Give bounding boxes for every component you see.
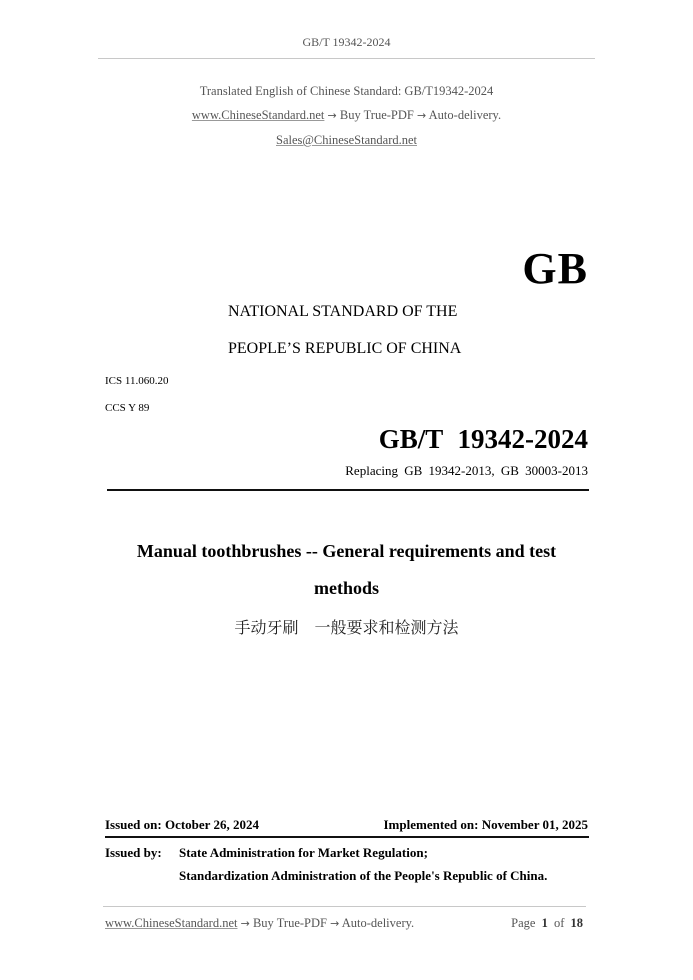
issuer-1: State Administration for Market Regulation; — [179, 845, 428, 860]
issuance-divider — [105, 836, 589, 838]
running-header-title: GB/T 19342-2024 — [302, 35, 391, 49]
ics-code: ICS 11.060.20 — [105, 375, 169, 387]
implemented-on-date: Implemented on: November 01, 2025 — [383, 817, 588, 832]
arrow-right-icon: → — [240, 917, 250, 930]
footer-divider — [103, 906, 586, 907]
title-divider — [107, 489, 589, 491]
arrow-right-icon: → — [327, 109, 337, 122]
footer-delivery-text: Auto-delivery. — [341, 916, 415, 930]
arrow-right-icon: → — [330, 917, 340, 930]
page-indicator — [511, 916, 583, 931]
page-current: 1 — [541, 916, 548, 930]
footer-promo — [105, 916, 414, 931]
replacing-note: Replacing GB 19342-2013, GB 30003-2013 — [345, 463, 588, 478]
gb-mark: GB — [522, 244, 588, 293]
sales-line — [0, 133, 693, 148]
footer-buy-text: Buy True-PDF — [252, 916, 327, 930]
site-link[interactable]: www.ChineseStandard.net — [191, 108, 325, 122]
issued-by-label: Issued by: — [105, 845, 162, 860]
header-divider — [98, 58, 595, 59]
issuer-2: Standardization Administration of the People's Republic of China. — [179, 868, 548, 883]
auto-delivery-text: Auto-delivery. — [428, 108, 502, 122]
issued-on-date: Issued on: October 26, 2024 — [105, 817, 259, 832]
title-english-line-1: Manual toothbrushes -- General requirements and test — [136, 541, 557, 561]
title-chinese: 手动牙刷 一般要求和检测方法 — [234, 618, 459, 637]
buy-pdf-text: Buy True-PDF — [339, 108, 414, 122]
arrow-right-icon: → — [417, 109, 427, 122]
page-total: 18 — [570, 916, 583, 930]
footer-site-link[interactable]: www.ChineseStandard.net — [105, 916, 238, 930]
standard-number: GB/T 19342-2024 — [378, 424, 588, 454]
sales-email-link[interactable]: Sales@ChineseStandard.net — [276, 133, 417, 147]
promo-line — [0, 108, 693, 123]
translation-notice: Translated English of Chinese Standard: GB/T19342-2024 — [199, 84, 494, 98]
ccs-code: CCS Y 89 — [105, 402, 150, 414]
page-label: Page — [511, 916, 536, 930]
title-english-line-2: methods — [313, 578, 379, 598]
page-of: of — [553, 916, 565, 930]
national-standard-line-1: NATIONAL STANDARD OF THE — [228, 303, 458, 320]
national-standard-line-2: PEOPLE’S REPUBLIC OF CHINA — [228, 340, 462, 357]
